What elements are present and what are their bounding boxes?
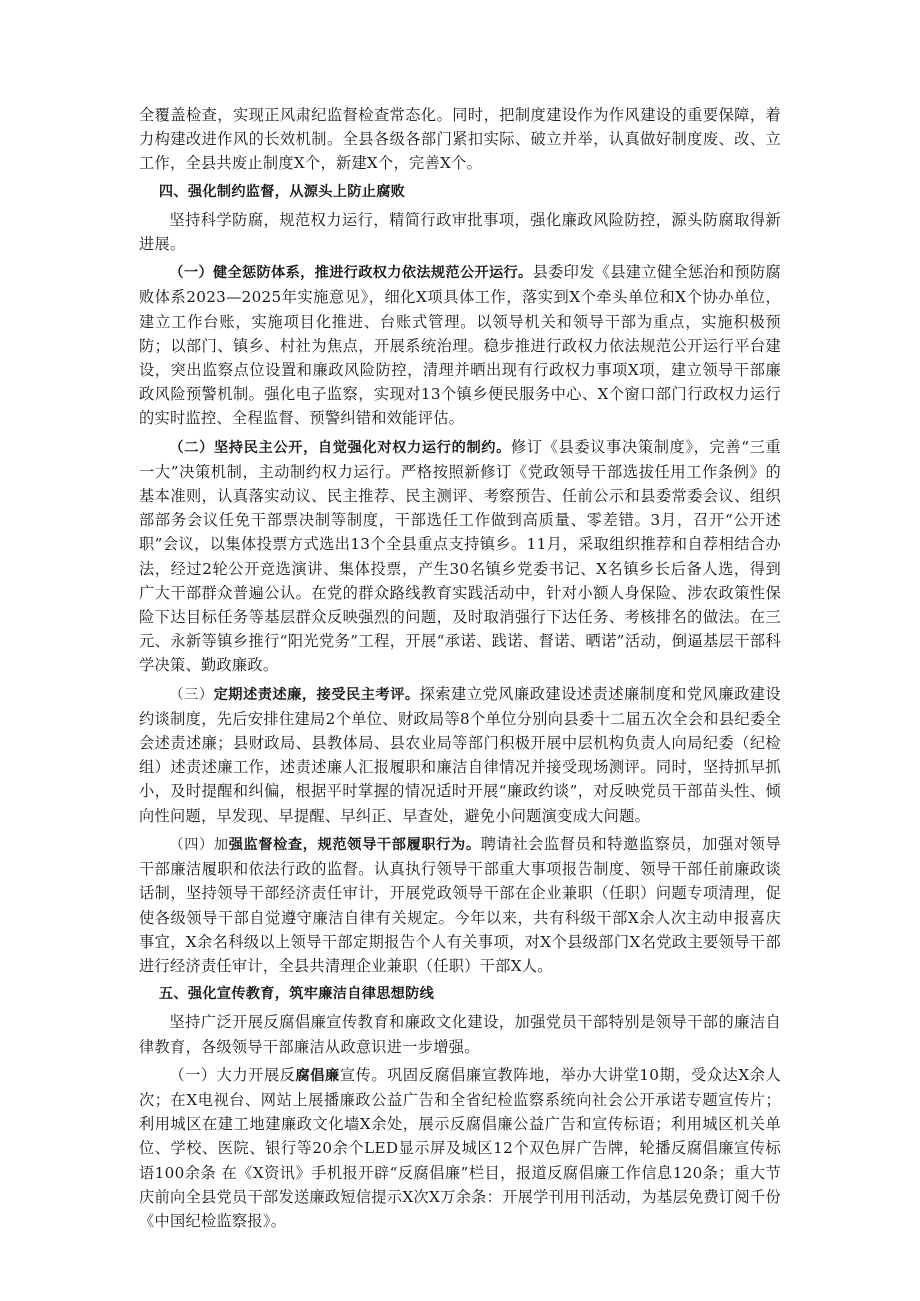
section-heading-4: 四、强化制约监督，从源头上防止腐败 xyxy=(158,183,406,200)
subsection-2-text: 修订《县委议事决策制度》，完善“三重一大”决策机制，主动制约权力运行。严格按照新修订《党政领导干部选拔任用工作条例》的基本准则，认真落实动议、民主推荐、民主测评、考察预告、任前公示和县委常委会议、组织部部务会议任免干部票决制等制度，干部选任工作做到高质量、零差错。3月，召开“公开述职”会议，以集体投票方式选出13个全县重点支持镇乡。11月，采取组织推荐和自荐相结合办法，经过2轮公开竞选演讲、集体投票，产生30名镇乡党委书记、X名镇乡长后备人选，得到广大干部群众普遍公认。在党的群众路线教育实践活动中，针对小额人身保险、涉农政策性保险下达目标任务等基层群众反映强烈的问题，及时取消强行下达任务、考核排名的做法。在三元、永新等镇乡推行“阳光党务”工程，开展“承诺、践诺、督诺、晒诺”活动，倒逼基层干部科学决策、勤政廉政。 xyxy=(139,437,781,675)
paragraph-section-5-intro: 坚持广泛开展反腐倡廉宣传教育和廉政文化建设，加强党员干部特别是领导干部的廉洁自律教育，各级领导干部廉洁从政意识进一步增强。 xyxy=(139,1013,781,1056)
paragraph-subsection-1 xyxy=(139,260,781,430)
paragraph-subsection-3 xyxy=(139,682,781,828)
paragraph-subsection-5-1 xyxy=(139,1063,781,1233)
subsection-4-number: （四）加 xyxy=(169,836,229,853)
subsection-4-text: 聘请社会监督员和特邀监察员，加强对领导干部廉洁履职和依法行政的监督。认真执行领导干部重大事项报告制度、领导干部任前廉政谈话制，坚持领导干部经济责任审计，开展党政领导干部在企业兼职（任职）问题专项清理，促使各级领导干部自觉遵守廉洁自律有关规定。今年以来，共有科级干部X余人次主动申报喜庆事宜，X余名科级以上领导干部定期报告个人有关事项，对X个县级部门X名党政主要领导干部进行经济责任审计，全县共清理企业兼职（任职）干部X人。 xyxy=(139,834,781,975)
subsection-5-1-text: 宣传。巩固反腐倡廉宣教阵地，举办大讲堂10期，受众达X余人次；在X电视台、网站上展播廉政公益广告和全省纪检监察系统向社会公开承诺专题宣传片；利用城区在建工地建廉政文化墙X余处，展示反腐倡廉公益广告和宣传标语；利用城区机关单位、学校、医院、银行等20余个LED显示屏及城区12个双色屏广告牌，轮播反腐倡廉宣传标语100余条 在《X资讯》手机报开辟“反腐倡廉”栏目，报道反腐倡廉工作信息120条；重大节庆前向全县党员干部发送廉政短信提示X次X万余条：开展学刊用刊活动，为基层免费订阅千份《中国纪检监察报》。 xyxy=(139,1065,781,1230)
paragraph-intro: 全覆盖检查，实现正风肃纪监督检查常态化。同时，把制度建设作为作风建设的重要保障，着力构建改进作风的长效机制。全县各级各部门紧扣实际、破立并举，认真做好制度废、改、立工作，全县共废止制度X个，新建X个，完善X个。 xyxy=(139,106,781,173)
subsection-1-lead: （一）健全惩防体系，推进行政权力依法规范公开运行。 xyxy=(169,265,533,282)
subsection-3-lead: 定期述责述廉，接受民主考评。 xyxy=(213,686,420,703)
subsection-3-text: 探索建立党风廉政建设述责述廉制度和党风廉政建设约谈制度，先后安排住建局2个单位、财政局等8个单位分别向县委十二届五次全会和县纪委全会述责述廉；县财政局、县教体局、县农业局等部门积极开展中层机构负责人向局纪委（纪检组）述责述廉工作，述责述廉人汇报履职和廉洁自律情况并接受现场测评。同时，坚持抓早抓小，及时提醒和纠偏，根据平时掌握的情况适时开展“廉政约谈”，对反映党员干部苗头性、倾向性问题，早发现、早提醒、早纠正、早查处，避免小问题演变成大问题。 xyxy=(139,684,781,825)
subsection-5-1-lead: 腐倡廉 xyxy=(295,1067,340,1084)
subsection-2-lead: （二）坚持民主公开，自觉强化对权力运行的制约。 xyxy=(169,439,512,456)
paragraph-subsection-2 xyxy=(139,435,781,678)
paragraph-subsection-4 xyxy=(139,832,781,978)
subsection-4-lead: 强监督检查，规范领导干部履职行为。 xyxy=(228,836,481,853)
subsection-1-text: 县委印发《县建立健全惩治和预防腐败体系2023—2025年实施意见》，细化X项具体工作，落实到X个牵头单位和X个协办单位，建立工作台账，实施项目化推进、台账式管理。以领导机关和领导干部为重点，实施积极预防；以部门、镇乡、村社为焦点，开展系统治理。稳步推进行政权力依法规范公开运行平台建设，突出监察点位设置和廉政风险防控，清理并晒出现有行政权力事项X项，建立领导干部廉政风险预警机制。强化电子监察，实现对13个镇乡便民服务中心、X个窗口部门行政权力运行的实时监控、全程监督、预警纠错和效能评估。 xyxy=(139,263,781,428)
subsection-5-1-number: （一）大力开展反 xyxy=(169,1065,296,1084)
subsection-3-number: （三） xyxy=(169,686,214,703)
document-body xyxy=(139,103,781,1237)
paragraph-section-4-intro: 坚持科学防腐，规范权力运行，精简行政审批事项，强化廉政风险防控，源头防腐取得新进展。 xyxy=(139,210,781,254)
section-heading-5: 五、强化宣传教育，筑牢廉洁自律思想防线 xyxy=(158,986,435,1003)
